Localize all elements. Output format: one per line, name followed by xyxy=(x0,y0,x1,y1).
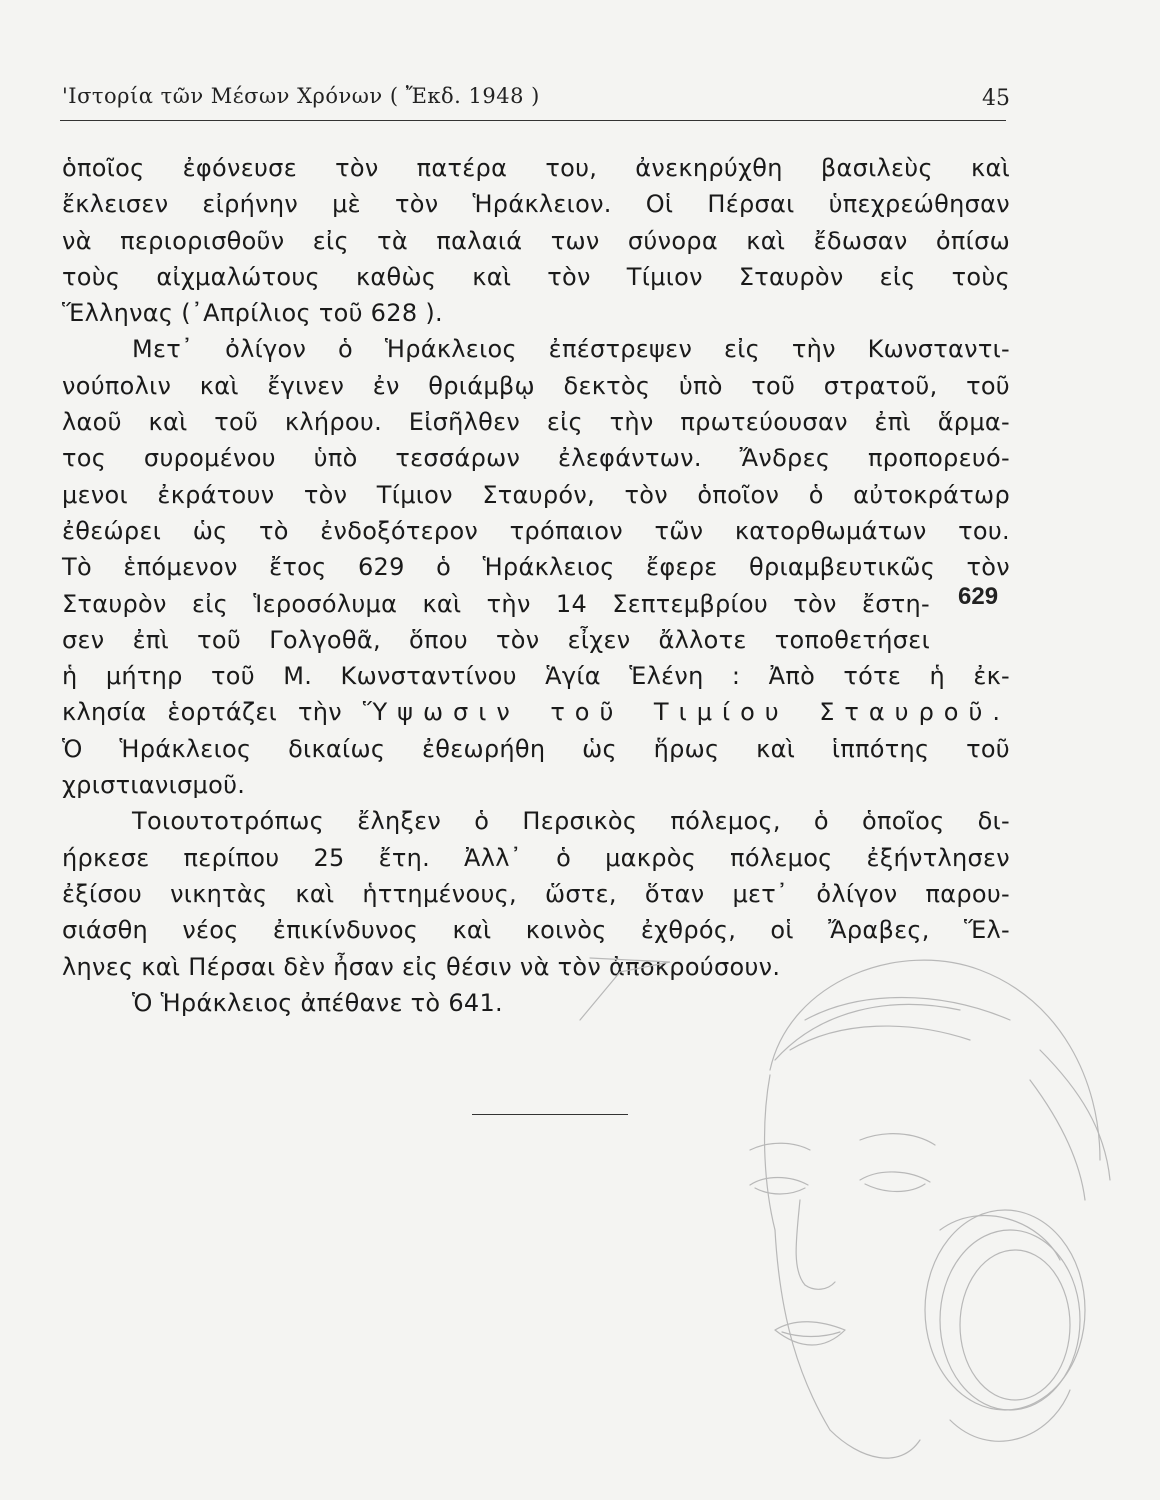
text-line: Ὁ Ἡράκλειος δικαίως ἐθεωρήθη ὡς ἥρως καὶ ἱππότης τοῦ xyxy=(62,734,1010,763)
paragraph-start-line: Μετ᾿ ὀλίγον ὁ Ἡράκλειος ἐπέστρεψεν εἰς τὴν Κωνσταντι- xyxy=(132,335,1010,364)
text-line: νὰ περιορισθοῦν εἰς τὰ παλαιά των σύνορα καὶ ἔδωσαν ὀπίσω xyxy=(62,226,1010,255)
text-line: χριστιανισμοῦ. xyxy=(62,771,246,800)
text-line: ληνες καὶ Πέρσαι δὲν ἦσαν εἰς θέσιν νὰ τὸν ἀποκρούσουν. xyxy=(62,952,781,981)
paragraph-start-line: Τοιουτοτρόπως ἔληξεν ὁ Περσικὸς πόλεμος, ὁ ὁποῖος δι- xyxy=(132,807,1010,836)
text-line: ἐξίσου νικητὰς καὶ ἡττημένους, ὥστε, ὅταν μετ᾿ ὀλίγον παρου- xyxy=(62,879,1010,908)
text-line: ὁποῖος ἐφόνευσε τὸν πατέρα του, ἀνεκηρύχθη βασιλεὺς καὶ xyxy=(62,154,1010,182)
text-line: Ἕλληνας (᾿Απρίλιος τοῦ 628 ). xyxy=(62,299,443,328)
text-line: λαοῦ καὶ τοῦ κλήρου. Εἰσῆλθεν εἰς τὴν πρωτεύουσαν ἐπὶ ἅρμα- xyxy=(62,408,1010,437)
margin-year-note: 629 xyxy=(958,583,999,610)
text-line: σεν ἐπὶ τοῦ Γολγοθᾶ, ὅπου τὸν εἶχεν ἄλλοτε τοποθετήσει xyxy=(62,625,930,654)
text-line: μενοι ἐκράτουν τὸν Τίμιον Σταυρόν, τὸν ὁποῖον ὁ αὐτοκράτωρ xyxy=(62,480,1010,509)
text-line: ήρκεσε περίπου 25 ἔτη. Ἀλλ᾿ ὁ μακρὸς πόλεμος ἐξήντλησεν xyxy=(62,843,1010,872)
header-rule xyxy=(60,120,1006,121)
text-line: τοὺς αἰχμαλώτους καθὼς καὶ τὸν Τίμιον Σταυρὸν εἰς τοὺς xyxy=(62,262,1010,291)
text-line: σιάσθη νέος ἐπικίνδυνος καὶ κοινὸς ἐχθρός, οἱ Ἄραβες, Ἕλ- xyxy=(62,916,1010,945)
page-number: 45 xyxy=(982,86,1010,111)
text-line: Σταυρὸν εἰς Ἱεροσόλυμα καὶ τὴν 14 Σεπτεμβρίου τὸν ἔστη- xyxy=(62,589,930,618)
text-line: Τὸ ἑπόμενον ἔτος 629 ὁ Ἡράκλειος ἔφερε θριαμβευτικῶς τὸν xyxy=(62,553,1010,582)
running-title: 'Ιστορία τῶν Μέσων Χρόνων ( Ἔκδ. 1948 ) xyxy=(62,84,540,108)
text-line: ἡ μήτηρ τοῦ Μ. Κωνσταντίνου Ἁγία Ἑλένη : Ἀπὸ τότε ἡ ἐκ- xyxy=(62,662,1010,691)
feast-name: Ὕψωσιν τοῦ Τιμίου Σταυροῦ. xyxy=(362,698,1010,727)
paragraph-start-line: Ὁ Ἡράκλειος ἀπέθανε τὸ 641. xyxy=(132,988,503,1017)
text-line: ἔκλεισεν εἰρήνην μὲ τὸν Ἡράκλειον. Οἱ Πέρσαι ὑπεχρεώθησαν xyxy=(62,190,1010,219)
pencil-face-sketch xyxy=(560,900,1160,1500)
text-line: νούπολιν καὶ ἔγινεν ἐν θριάμβῳ δεκτὸς ὑπὸ τοῦ στρατοῦ, τοῦ xyxy=(62,371,1010,400)
text-line: ἐθεώρει ὡς τὸ ἐνδοξότερον τρόπαιον τῶν κατορθωμάτων του. xyxy=(62,516,1010,545)
text-line-feast xyxy=(62,694,1010,730)
body-text xyxy=(62,150,1010,1021)
feast-intro: κλησία ἑορτάζει τὴν xyxy=(62,698,342,727)
text-line: τος συρομένου ὑπὸ τεσσάρων ἐλεφάντων. Ἄνδρες προπορευό- xyxy=(62,444,1010,473)
